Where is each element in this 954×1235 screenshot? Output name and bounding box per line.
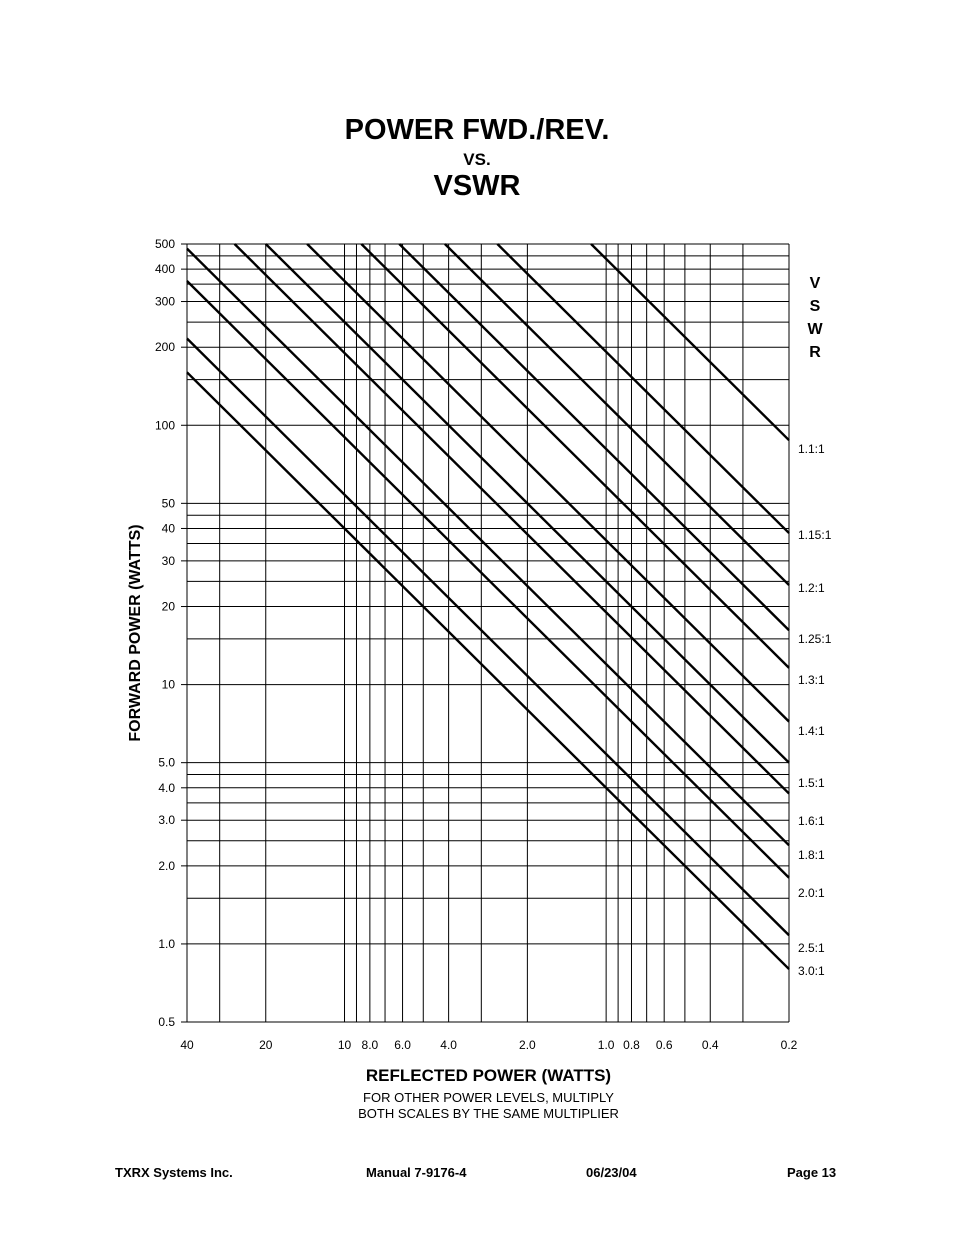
footer-date: 06/23/04: [586, 1165, 637, 1180]
vswr-line: [187, 372, 789, 969]
y-tick-label: 0.5: [158, 1015, 175, 1029]
y-tick-label: 300: [154, 294, 175, 309]
series-label: 2.5:1: [798, 941, 825, 955]
x-tick-label: 6.0: [394, 1038, 411, 1052]
footer-manual: Manual 7-9176-4: [366, 1165, 467, 1180]
vswr-letter: V: [809, 275, 821, 292]
x-tick-label: 20: [259, 1038, 273, 1052]
x-tick-label: 40: [180, 1038, 194, 1052]
y-tick-label: 100: [154, 418, 175, 433]
series-label: 1.4:1: [798, 724, 825, 738]
vswr-line: [235, 244, 789, 794]
x-tick-label: 8.0: [361, 1038, 379, 1052]
x-tick-label: 0.6: [655, 1038, 673, 1052]
series-label: 2.0:1: [798, 886, 825, 900]
vswr-line: [445, 244, 789, 585]
x-tick-label: 0.2: [780, 1038, 798, 1052]
footer-page: Page 13: [787, 1165, 837, 1180]
series-label: 1.5:1: [798, 776, 825, 790]
vswr-letter: W: [807, 321, 823, 338]
x-tick-label: 1.0: [597, 1038, 615, 1052]
vswr-line: [361, 244, 789, 668]
y-tick-label: 5.0: [158, 755, 175, 770]
y-tick-label: 3.0: [158, 813, 175, 828]
vswr-line: [187, 339, 789, 936]
chart-title: POWER FWD./REV.: [344, 114, 610, 146]
chart-title-vs: VS.: [463, 150, 491, 169]
y-tick-label: 30: [161, 553, 175, 568]
x-tick-label: 10: [337, 1038, 352, 1052]
series-label: 1.6:1: [798, 814, 825, 828]
note-line-2: BOTH SCALES BY THE SAME MULTIPLIER: [358, 1106, 619, 1121]
vswr-letter: R: [809, 344, 821, 361]
x-tick-label: 4.0: [440, 1038, 457, 1052]
vswr-line: [307, 244, 789, 722]
vswr-line: [187, 249, 789, 846]
y-tick-label: 400: [154, 262, 175, 277]
series-label: 1.8:1: [798, 848, 825, 862]
x-axis-label: REFLECTED POWER (WATTS): [365, 1066, 612, 1085]
series-label: 1.25:1: [798, 632, 832, 646]
vswr-line: [497, 244, 789, 533]
y-axis-label: FORWARD POWER (WATTS): [127, 524, 144, 742]
y-tick-label: 20: [161, 599, 175, 614]
y-tick-label: 10: [161, 677, 175, 692]
series-label: 3.0:1: [798, 964, 825, 978]
series-label: 1.3:1: [798, 673, 825, 687]
chart-title-vswr: VSWR: [433, 170, 521, 202]
y-tick-label: 1.0: [158, 936, 175, 951]
y-tick-label: 2.0: [158, 858, 175, 873]
series-label: 1.1:1: [798, 442, 825, 456]
note-line-1: FOR OTHER POWER LEVELS, MULTIPLY: [363, 1090, 614, 1105]
x-tick-label: 2.0: [519, 1038, 536, 1052]
series-label: 1.15:1: [798, 528, 832, 542]
series-label: 1.2:1: [798, 581, 825, 595]
footer-company: TXRX Systems Inc.: [115, 1165, 233, 1180]
vswr-line: [591, 244, 789, 440]
y-tick-label: 50: [161, 496, 175, 511]
y-tick-label: 200: [154, 340, 175, 355]
y-tick-label: 4.0: [158, 780, 175, 795]
y-tick-label: 500: [154, 237, 175, 251]
vswr-letter: S: [809, 298, 821, 315]
x-tick-label: 0.8: [623, 1038, 640, 1052]
x-tick-label: 0.4: [701, 1038, 719, 1052]
y-tick-label: 40: [161, 521, 175, 536]
